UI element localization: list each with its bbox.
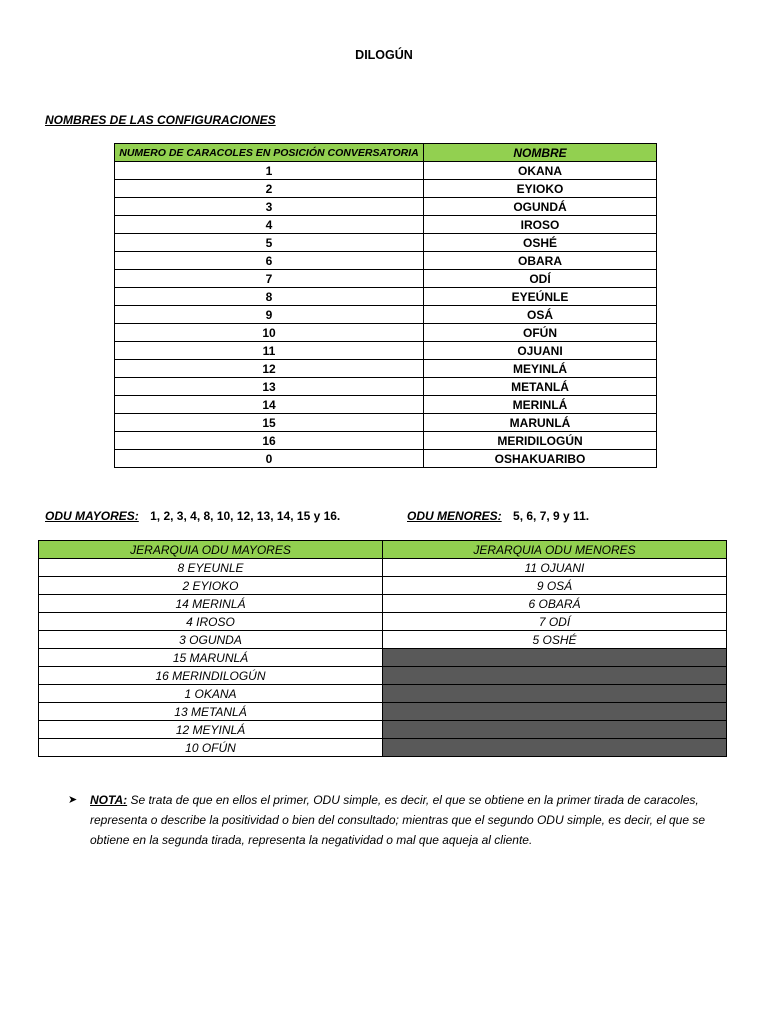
odu-name-cell: OJUANI: [424, 342, 657, 360]
shell-count-cell: 7: [115, 270, 424, 288]
table-row: [115, 288, 657, 306]
table-row: [115, 198, 657, 216]
odu-name-cell: EYIOKO: [424, 180, 657, 198]
table-row: [115, 324, 657, 342]
table-row: [115, 270, 657, 288]
odu-name-cell: MARUNLÁ: [424, 414, 657, 432]
table-row: [115, 414, 657, 432]
table-row: [115, 162, 657, 180]
odu-name-cell: EYEÚNLE: [424, 288, 657, 306]
odu-name-cell: METANLÁ: [424, 378, 657, 396]
shell-count-cell: 16: [115, 432, 424, 450]
table-row: [39, 721, 727, 739]
table-row: [39, 631, 727, 649]
note-text-block: [90, 790, 728, 850]
empty-shaded-cell: [383, 739, 727, 757]
empty-shaded-cell: [383, 685, 727, 703]
odu-menores-label: ODU MENORES:: [407, 509, 502, 523]
empty-shaded-cell: [383, 649, 727, 667]
table-row: [115, 432, 657, 450]
mayores-hierarchy-cell: 13 METANLÁ: [39, 703, 383, 721]
mayores-hierarchy-cell: 2 EYIOKO: [39, 577, 383, 595]
menores-hierarchy-cell: 11 OJUANI: [383, 559, 727, 577]
mayores-hierarchy-cell: 4 IROSO: [39, 613, 383, 631]
table-row: [39, 667, 727, 685]
shell-count-cell: 8: [115, 288, 424, 306]
mayores-hierarchy-cell: 1 OKANA: [39, 685, 383, 703]
table-row: [115, 450, 657, 468]
mayores-hierarchy-cell: 3 OGUNDA: [39, 631, 383, 649]
odu-name-cell: MERINLÁ: [424, 396, 657, 414]
odu-menores-summary: [407, 509, 589, 523]
menores-hierarchy-cell: 7 ODÍ: [383, 613, 727, 631]
shell-count-cell: 2: [115, 180, 424, 198]
table-row: [39, 649, 727, 667]
hierarchy-table: [38, 540, 727, 757]
shell-count-cell: 14: [115, 396, 424, 414]
shell-count-cell: 12: [115, 360, 424, 378]
odu-mayores-value: 1, 2, 3, 4, 8, 10, 12, 13, 14, 15 y 16.: [150, 509, 341, 523]
mayores-hierarchy-cell: 8 EYEUNLE: [39, 559, 383, 577]
hierarchy-table-header-row: [39, 541, 727, 559]
note-label: NOTA:: [90, 793, 128, 807]
header-jerarquia-menores: JERARQUIA ODU MENORES: [383, 541, 727, 559]
odu-menores-value: 5, 6, 7, 9 y 11.: [513, 509, 590, 523]
table-row: [115, 306, 657, 324]
table-row: [115, 342, 657, 360]
note-text: Se trata de que en ellos el primer, ODU simple, es decir, el que se obtiene en la primer tirada de caracoles, representa o describe la positividad o bien del consultado; mientras que el segundo ODU simple, es decir, el que se obtiene en la segunda tirada, representa la negatividad o mal que aqueja al cliente.: [90, 793, 706, 847]
shell-count-cell: 4: [115, 216, 424, 234]
odu-name-cell: MEYINLÁ: [424, 360, 657, 378]
table-row: [39, 703, 727, 721]
table-row: [115, 378, 657, 396]
menores-hierarchy-cell: 6 OBARÁ: [383, 595, 727, 613]
menores-hierarchy-cell: 5 OSHÉ: [383, 631, 727, 649]
section-heading: NOMBRES DE LAS CONFIGURACIONES: [45, 113, 276, 127]
odu-name-cell: OSÁ: [424, 306, 657, 324]
note: [68, 790, 728, 850]
shell-count-cell: 15: [115, 414, 424, 432]
odu-name-cell: OSHÉ: [424, 234, 657, 252]
document-title: DILOGÚN: [355, 48, 413, 62]
names-table-header-row: [115, 144, 657, 162]
table-row: [115, 180, 657, 198]
odu-name-cell: MERIDILOGÚN: [424, 432, 657, 450]
table-row: [115, 234, 657, 252]
header-name: NOMBRE: [424, 144, 657, 162]
mayores-hierarchy-cell: 12 MEYINLÁ: [39, 721, 383, 739]
table-row: [39, 685, 727, 703]
shell-count-cell: 6: [115, 252, 424, 270]
empty-shaded-cell: [383, 703, 727, 721]
empty-shaded-cell: [383, 721, 727, 739]
mayores-hierarchy-cell: 14 MERINLÁ: [39, 595, 383, 613]
header-jerarquia-mayores: JERARQUIA ODU MAYORES: [39, 541, 383, 559]
table-row: [39, 577, 727, 595]
odu-mayores-summary: [45, 509, 340, 523]
mayores-hierarchy-cell: 15 MARUNLÁ: [39, 649, 383, 667]
shell-count-cell: 13: [115, 378, 424, 396]
table-row: [39, 613, 727, 631]
shell-count-cell: 11: [115, 342, 424, 360]
shell-count-cell: 0: [115, 450, 424, 468]
menores-hierarchy-cell: 9 OSÁ: [383, 577, 727, 595]
table-row: [39, 595, 727, 613]
odu-mayores-label: ODU MAYORES:: [45, 509, 139, 523]
odu-name-cell: ODÍ: [424, 270, 657, 288]
table-row: [115, 360, 657, 378]
names-table: [114, 143, 657, 468]
empty-shaded-cell: [383, 667, 727, 685]
shell-count-cell: 3: [115, 198, 424, 216]
table-row: [39, 739, 727, 757]
odu-name-cell: OGUNDÁ: [424, 198, 657, 216]
shell-count-cell: 1: [115, 162, 424, 180]
table-row: [115, 396, 657, 414]
shell-count-cell: 10: [115, 324, 424, 342]
table-row: [115, 252, 657, 270]
header-number-of-shells: NUMERO DE CARACOLES EN POSICIÓN CONVERSATORIA: [115, 144, 424, 162]
mayores-hierarchy-cell: 10 OFÚN: [39, 739, 383, 757]
arrowhead-bullet-icon: ➤: [68, 794, 78, 806]
odu-name-cell: OKANA: [424, 162, 657, 180]
odu-name-cell: OBARA: [424, 252, 657, 270]
mayores-hierarchy-cell: 16 MERINDILOGÚN: [39, 667, 383, 685]
table-row: [115, 216, 657, 234]
shell-count-cell: 5: [115, 234, 424, 252]
odu-name-cell: OSHAKUARIBO: [424, 450, 657, 468]
odu-name-cell: OFÚN: [424, 324, 657, 342]
shell-count-cell: 9: [115, 306, 424, 324]
odu-name-cell: IROSO: [424, 216, 657, 234]
table-row: [39, 559, 727, 577]
